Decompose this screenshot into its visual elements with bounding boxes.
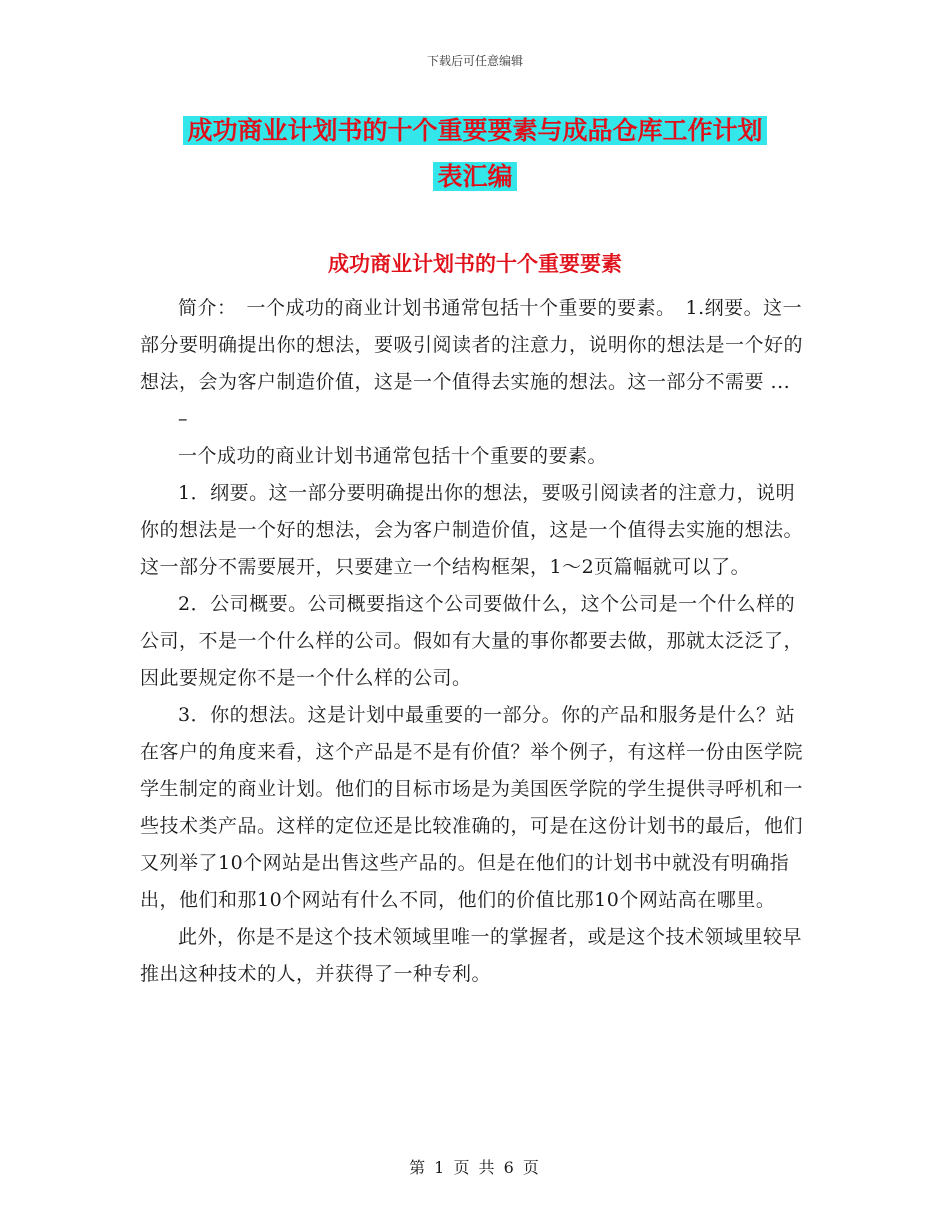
paragraph-item-2: 2．公司概要。公司概要指这个公司要做什么，这个公司是一个什么样的公司，不是一个什么样的公司。假如有大量的事你都要去做，那就太泛泛了，因此要规定你不是一个什么样的公司。 (140, 593, 804, 689)
header-note: 下载后可任意编辑 (426, 54, 523, 68)
document-title (140, 108, 810, 200)
paragraph-item-3: 3．你的想法。这是计划中最重要的一部分。你的产品和服务是什么？站在客户的角度来看，这个产品是不是有价值？举个例子，有这样一份由医学院学生制定的商业计划。他们的目标市场是为美国医学院的学生提供寻呼机和一些技术类产品。这样的定位还是比较准确的，可是在这份计划书的最后，他们又列举了10个网站是出售这些产品的。但是在他们的计划书中就没有明确指出，他们和那10个网站有什么不同，他们的价值比那10个网站高在哪里。 (140, 704, 804, 911)
section-title: 成功商业计划书的十个重要要素 (328, 251, 622, 276)
paragraph-dash: – (178, 408, 188, 430)
paragraph-intro: 简介： 一个成功的商业计划书通常包括十个重要的要素。 1.纲要。这一部分要明确提出你的想法，要吸引阅读者的注意力，说明你的想法是一个好的想法，会为客户制造价值，这是一个值得去实施的想法。这一部分不需要 ... (140, 297, 804, 393)
title-line-2: 表汇编 (433, 162, 516, 191)
title-line-1: 成功商业计划书的十个重要要素与成品仓库工作计划 (183, 116, 766, 145)
paragraph-item-1: 1．纲要。这一部分要明确提出你的想法，要吸引阅读者的注意力，说明你的想法是一个好的想法，会为客户制造价值，这是一个值得去实施的想法。这一部分不需要展开，只要建立一个结构框架，1～2页篇幅就可以了。 (140, 482, 804, 578)
paragraph-extra: 此外，你是不是这个技术领域里唯一的掌握者，或是这个技术领域里较早推出这种技术的人，并获得了一种专利。 (140, 926, 803, 985)
body-text (140, 290, 810, 993)
page-footer: 第 1 页 共 6 页 (409, 1158, 541, 1177)
paragraph-summary: 一个成功的商业计划书通常包括十个重要的要素。 (178, 445, 608, 467)
